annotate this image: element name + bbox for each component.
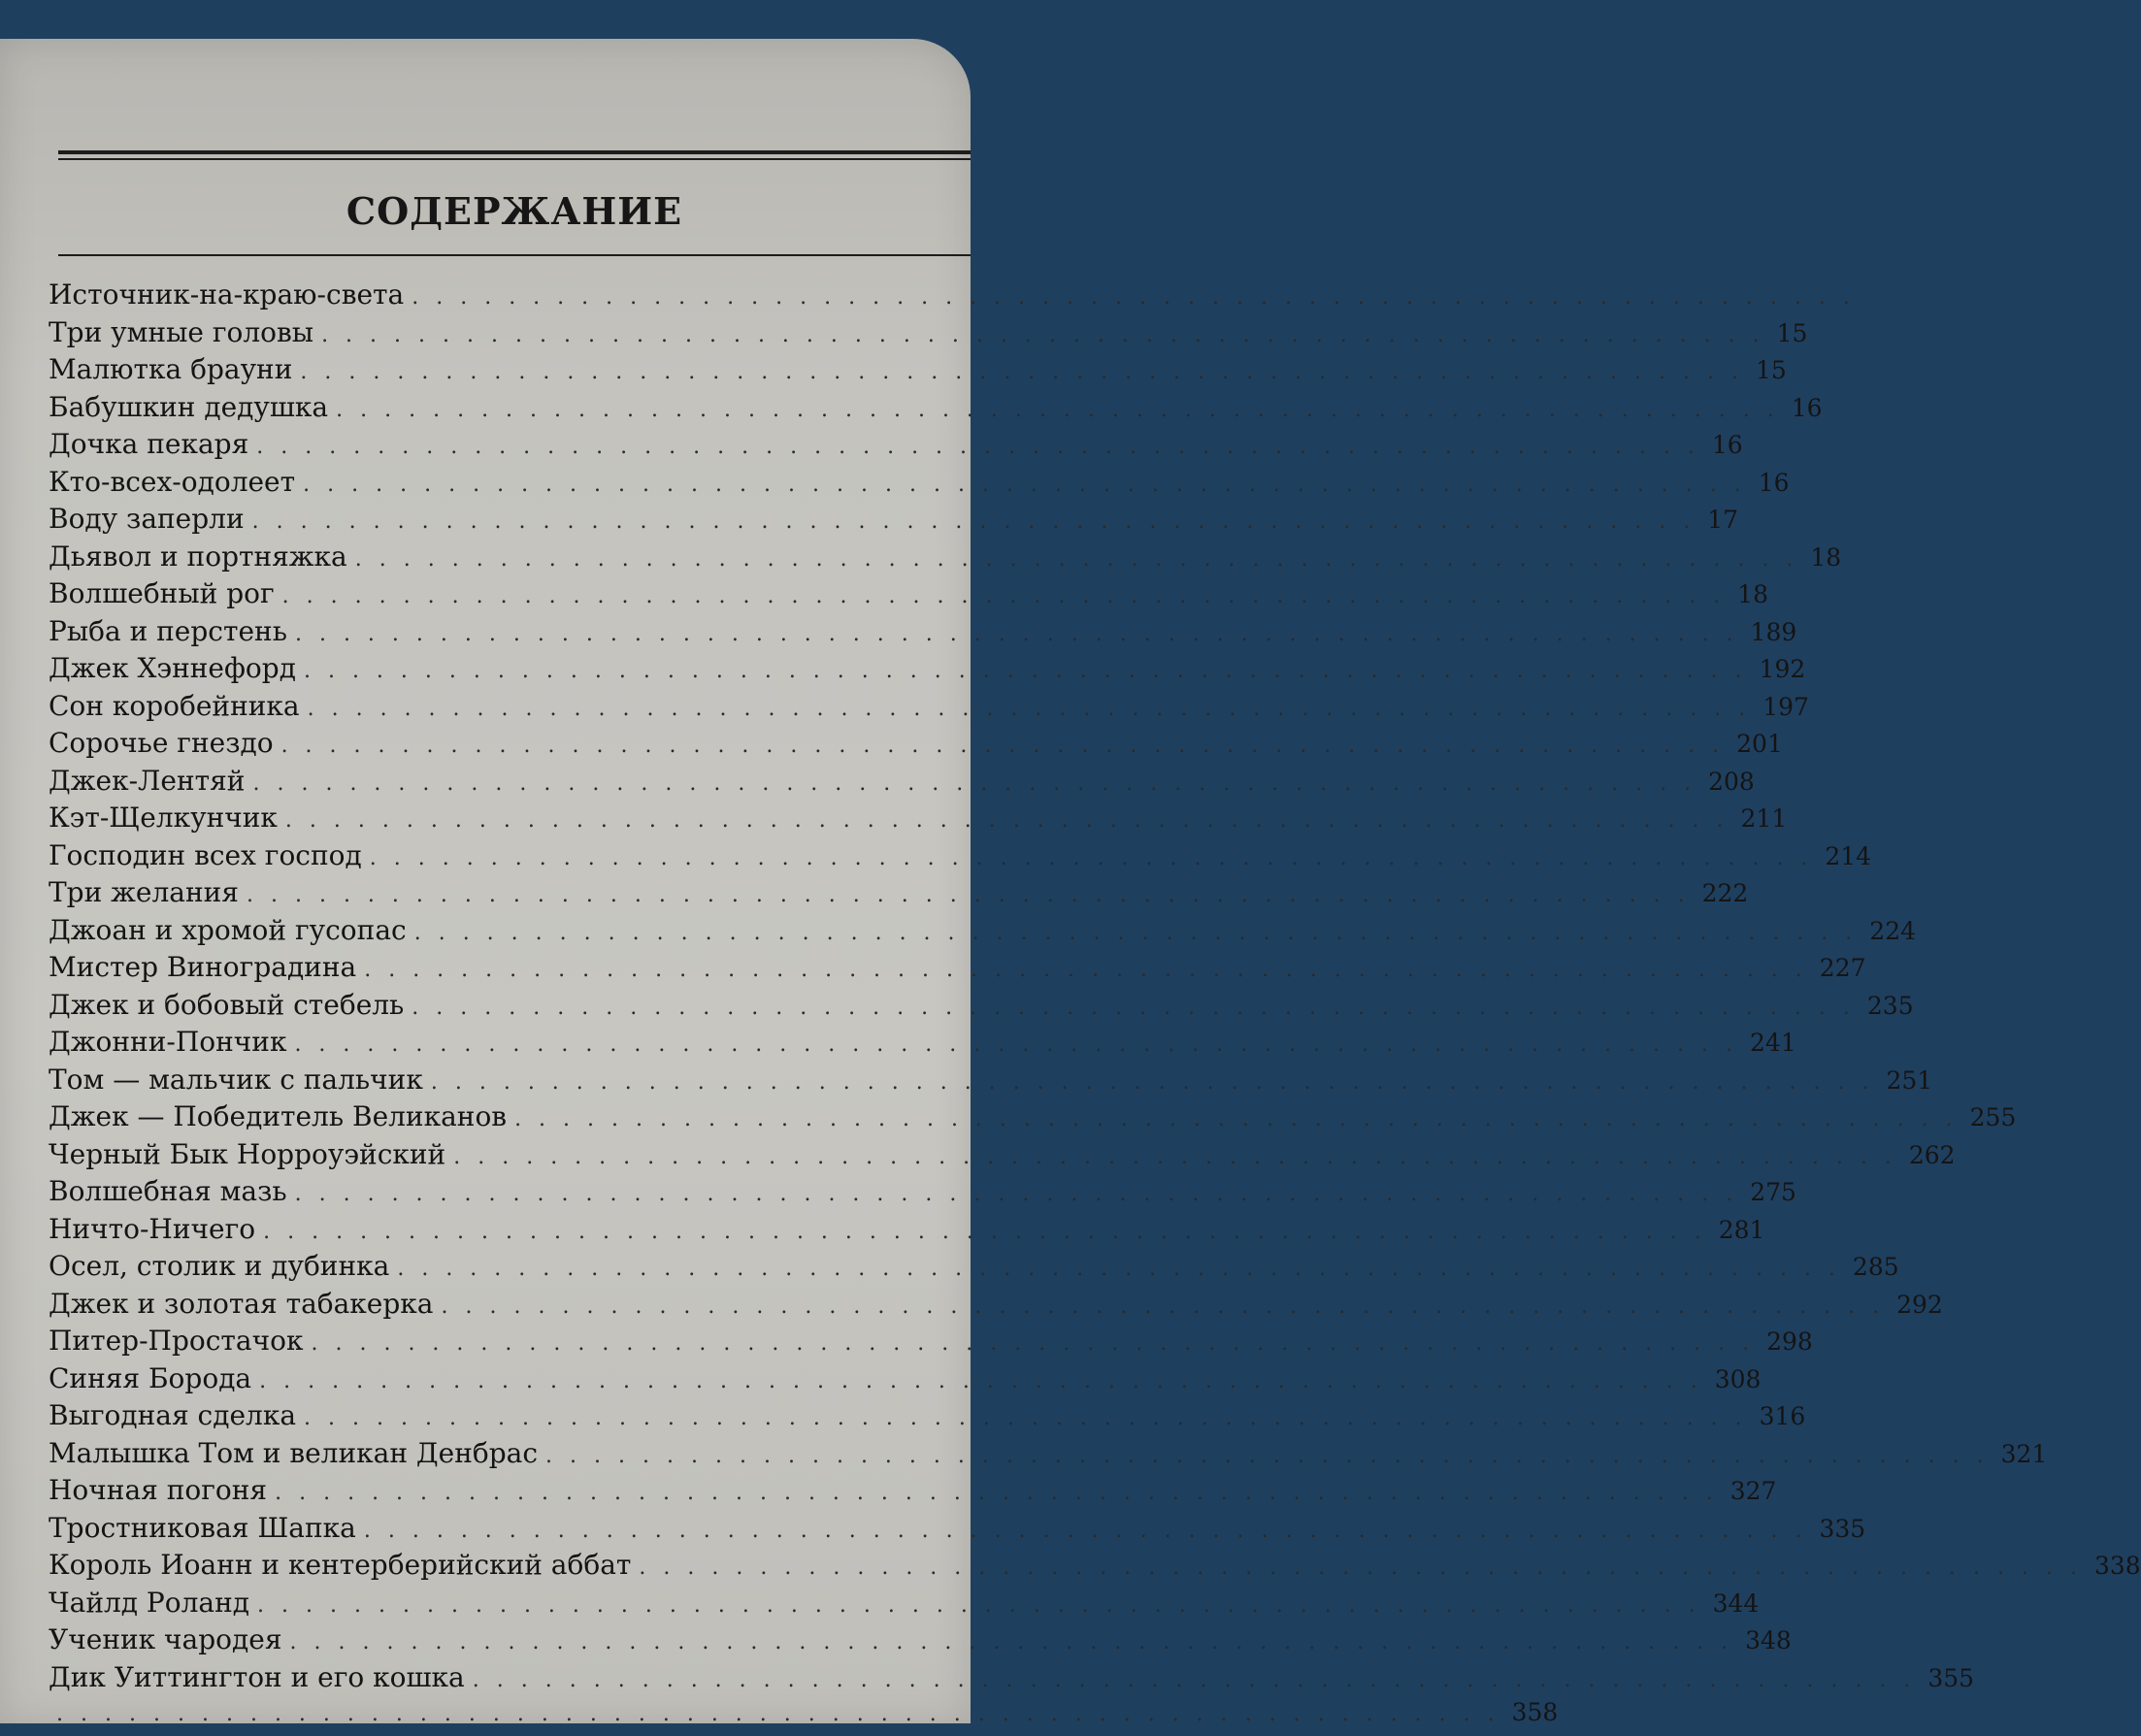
toc-entry-page: 222 — [1701, 879, 1749, 907]
toc-entry-page: 308 — [1714, 1364, 1762, 1393]
toc-entry-title: Малютка брауни — [49, 353, 293, 385]
toc-leader-dots: ............................................................ — [284, 808, 1741, 833]
toc-entry-page: 18 — [1810, 542, 1842, 572]
toc-entry-page: 321 — [2000, 1439, 2048, 1468]
header-rules — [58, 150, 971, 160]
toc-entry-title: Кэт-Щелкунчик — [49, 802, 278, 834]
toc-entry-title: Чайлд Роланд — [49, 1586, 250, 1619]
header-rule-thick — [58, 150, 971, 154]
toc-entry — [49, 876, 1749, 914]
toc-leader-dots: ............................................................ — [303, 659, 1760, 683]
toc-leader-dots: ............................................................ — [369, 845, 1826, 870]
toc-entry — [49, 1436, 2048, 1475]
toc-entry-title: Кто-всех-одолеет — [49, 465, 296, 498]
toc-leader-dots: ............................................................ — [545, 1443, 2001, 1468]
toc-entry — [49, 1287, 1943, 1326]
toc-entry — [49, 577, 1769, 615]
toc-entry-page: 16 — [1711, 431, 1743, 459]
toc-entry-page: 281 — [1718, 1215, 1765, 1244]
toc-entry — [49, 614, 1797, 653]
toc-leader-dots: ............................................................ — [364, 958, 1820, 982]
toc-leader-dots: ............................................................ — [311, 1331, 1767, 1356]
toc-entry — [49, 802, 1788, 839]
toc-entry — [49, 689, 1809, 728]
toc-entry-page: 298 — [1766, 1327, 1813, 1356]
toc-entry-page: 235 — [1866, 991, 1914, 1020]
toc-leader-dots: ............................................................ — [321, 322, 1777, 347]
toc-leader-dots: ............................................................ — [251, 509, 1708, 534]
toc-leader-dots: ............................................................ — [472, 1667, 1928, 1692]
toc-entry-title: Малышка Том и великан Денбрас — [49, 1436, 539, 1469]
toc-leader-dots: ............................................................ — [294, 621, 1751, 646]
toc-entry-title: Сорочье гнездо — [49, 727, 274, 759]
toc-entry — [49, 1660, 1975, 1699]
toc-entry-title: Джек — Победитель Великанов — [49, 1100, 508, 1132]
toc-leader-dots: ............................................................ — [281, 584, 1738, 608]
toc-leader-dots: ............................................................ — [397, 1257, 1853, 1281]
toc-entry-title: Тростниковая Шапка — [49, 1511, 356, 1544]
toc-entry-title: Джек Хэннефорд — [49, 652, 296, 684]
toc-entry — [49, 838, 1872, 877]
toc-entry-page: 15 — [1776, 318, 1808, 347]
toc-entry-page: 227 — [1819, 954, 1866, 982]
toc-entry-page: 16 — [1791, 393, 1823, 422]
toc-entry-page: 358 — [1511, 1698, 1559, 1726]
toc-entry — [49, 764, 1755, 802]
toc-leader-dots: ............................................................ — [307, 696, 1763, 721]
toc-entry — [49, 465, 1790, 504]
toc-entry — [49, 1026, 1796, 1064]
toc-leader-dots: ............................................................ — [300, 360, 1756, 384]
toc-entry-title: Бабушкин дедушка — [49, 390, 329, 423]
toc-entry-page: 241 — [1750, 1029, 1796, 1057]
toc-entry-page: 262 — [1908, 1140, 1956, 1169]
toc-leader-dots: ............................................................ — [639, 1556, 2094, 1580]
toc-leader-dots: ............................................................ — [336, 397, 1792, 422]
toc-entry-page: 255 — [1969, 1103, 2017, 1131]
toc-entry-page: 214 — [1825, 841, 1872, 870]
toc-entry-title: Дик Уиттингтон и его кошка — [49, 1660, 465, 1693]
toc-entry-title: Ученик чародея — [49, 1623, 282, 1655]
toc-entry-title: Сон коробейника — [49, 689, 300, 722]
toc-leader-dots: ............................................................ — [354, 546, 1811, 572]
toc-entry-page: 292 — [1896, 1290, 1943, 1319]
toc-entry-title: Джек и бобовый стебель — [49, 988, 405, 1021]
toc-entry-page: 17 — [1707, 506, 1739, 534]
toc-entry-page: 15 — [1755, 356, 1787, 384]
toc-entry-title: Волшебный рог — [49, 577, 275, 609]
title-underline — [58, 254, 971, 256]
book-page — [0, 39, 2141, 1726]
toc-entry — [49, 913, 1917, 952]
toc-leader-dots: ............................................................ — [246, 883, 1702, 907]
toc-leader-dots: ............................................................ — [259, 1368, 1715, 1393]
toc-entry — [49, 1137, 1956, 1176]
toc-leader-dots: ............................................................ — [413, 920, 1870, 945]
toc-leader-dots: ............................................................ — [56, 1702, 1512, 1726]
toc-leader-dots: ............................................................ — [289, 1630, 1746, 1654]
toc-entry-page: 344 — [1712, 1589, 1760, 1618]
toc-entry-title: Том — мальчик с пальчик — [49, 1063, 423, 1096]
toc-entry — [49, 1474, 1777, 1512]
toc-entry — [49, 353, 1787, 391]
toc-entry-page: 316 — [1759, 1402, 1806, 1430]
toc-entry-page: 335 — [1819, 1514, 1866, 1543]
toc-entry — [49, 1586, 1760, 1624]
header-rule-thin — [58, 158, 971, 160]
toc-entry-title: Источник-на-краю-света — [49, 278, 405, 311]
toc-entry — [49, 652, 1806, 690]
toc-entry — [49, 278, 1867, 316]
toc-entry-title: Воду заперли — [49, 503, 245, 535]
toc-entry — [49, 1511, 1866, 1550]
toc-entry-page: 189 — [1750, 617, 1797, 646]
toc-entry — [49, 1250, 1899, 1288]
toc-leader-dots: ............................................................ — [514, 1107, 1970, 1131]
toc-entry-title: Синяя Борода — [49, 1361, 252, 1394]
toc-entry-title: Осел, столик и дубинка — [49, 1250, 390, 1282]
toc-entry — [49, 1623, 1792, 1661]
toc-entry — [49, 727, 1783, 765]
toc-leader-dots: ............................................................ — [280, 734, 1737, 758]
toc-entry-page: 18 — [1737, 580, 1769, 608]
toc-leader-dots: ............................................................ — [363, 1518, 1820, 1543]
toc-entry — [49, 540, 1842, 578]
toc-entry-page: 348 — [1745, 1626, 1792, 1654]
toc-entry — [49, 1361, 1762, 1400]
toc-leader-dots: ............................................................ — [256, 435, 1712, 459]
toc-entry — [49, 1325, 1813, 1362]
toc-entry — [49, 1175, 1796, 1213]
toc-entry — [49, 951, 1866, 989]
toc-entry-page: 201 — [1736, 730, 1783, 758]
toc-leader-dots: ............................................................ — [430, 1069, 1887, 1095]
toc-entry-title: Джонни-Пончик — [49, 1026, 287, 1058]
toc-entry-page: 338 — [2093, 1552, 2141, 1580]
toc-entry-title: Мистер Виноградина — [49, 951, 357, 983]
toc-leader-dots: ............................................................ — [412, 285, 1867, 310]
toc-entry-page: 224 — [1869, 916, 1917, 945]
toc-entry-title: Джек-Лентяй — [49, 764, 246, 797]
toc-entry-page: 275 — [1750, 1178, 1796, 1206]
toc-entry — [49, 1399, 1806, 1437]
toc-entry — [49, 1698, 1559, 1736]
toc-entry — [49, 1100, 2017, 1138]
toc-entry-page: 211 — [1740, 804, 1788, 833]
toc-entry-title: Три желания — [49, 876, 239, 908]
toc-leader-dots: ............................................................ — [453, 1144, 1909, 1169]
table-of-contents — [49, 278, 2141, 1736]
toc-leader-dots: ............................................................ — [441, 1294, 1897, 1319]
toc-entry — [49, 1063, 1933, 1101]
toc-entry-title: Дочка пекаря — [49, 428, 249, 460]
toc-entry-title: Господин всех господ — [49, 838, 362, 871]
toc-entry-title: Дьявол и портняжка — [49, 540, 347, 573]
toc-entry — [49, 390, 1823, 429]
toc-entry-title: Ничто-Ничего — [49, 1212, 256, 1245]
toc-entry-page: 327 — [1729, 1477, 1777, 1505]
toc-entry-title: Джоан и хромой гусопас — [49, 913, 407, 946]
toc-entry-page: 197 — [1762, 692, 1809, 721]
toc-entry-title: Три умные головы — [49, 315, 314, 348]
toc-entry-page: 251 — [1886, 1065, 1933, 1095]
toc-entry-title: Рыба и перстень — [49, 614, 287, 647]
toc-leader-dots: ............................................................ — [294, 1182, 1751, 1206]
toc-leader-dots: ............................................................ — [294, 1032, 1751, 1057]
toc-leader-dots: ............................................................ — [304, 1406, 1760, 1430]
toc-leader-dots: ............................................................ — [303, 472, 1759, 497]
toc-entry — [49, 1549, 2141, 1587]
toc-entry — [49, 1212, 1765, 1251]
toc-leader-dots: ............................................................ — [263, 1219, 1719, 1244]
page-title: СОДЕРЖАНИЕ — [346, 189, 683, 233]
toc-leader-dots: ............................................................ — [275, 1481, 1730, 1505]
toc-entry-title: Выгодная сделка — [49, 1399, 297, 1431]
toc-entry-title: Ночная погоня — [49, 1474, 268, 1506]
toc-entry-page: 285 — [1852, 1253, 1899, 1281]
toc-entry-page: 355 — [1927, 1663, 1975, 1692]
toc-entry-page: 16 — [1758, 468, 1790, 497]
toc-entry-title: Король Иоанн и кентерберийский аббат — [49, 1549, 632, 1581]
toc-entry — [49, 428, 1743, 466]
toc-leader-dots: ............................................................ — [412, 995, 1867, 1020]
toc-leader-dots: ............................................................ — [257, 1592, 1713, 1618]
toc-entry-page: 208 — [1708, 767, 1755, 796]
toc-entry — [49, 503, 1739, 540]
toc-entry — [49, 988, 1914, 1027]
toc-entry-title: Питер-Простачок — [49, 1325, 304, 1357]
toc-leader-dots: ............................................................ — [252, 770, 1709, 796]
toc-entry-title: Черный Бык Норроуэйский — [49, 1137, 446, 1170]
toc-entry — [49, 315, 1808, 354]
toc-entry-title: Джек и золотая табакерка — [49, 1287, 434, 1320]
toc-entry-title: Волшебная мазь — [49, 1175, 287, 1207]
toc-entry-page: 192 — [1759, 655, 1806, 683]
